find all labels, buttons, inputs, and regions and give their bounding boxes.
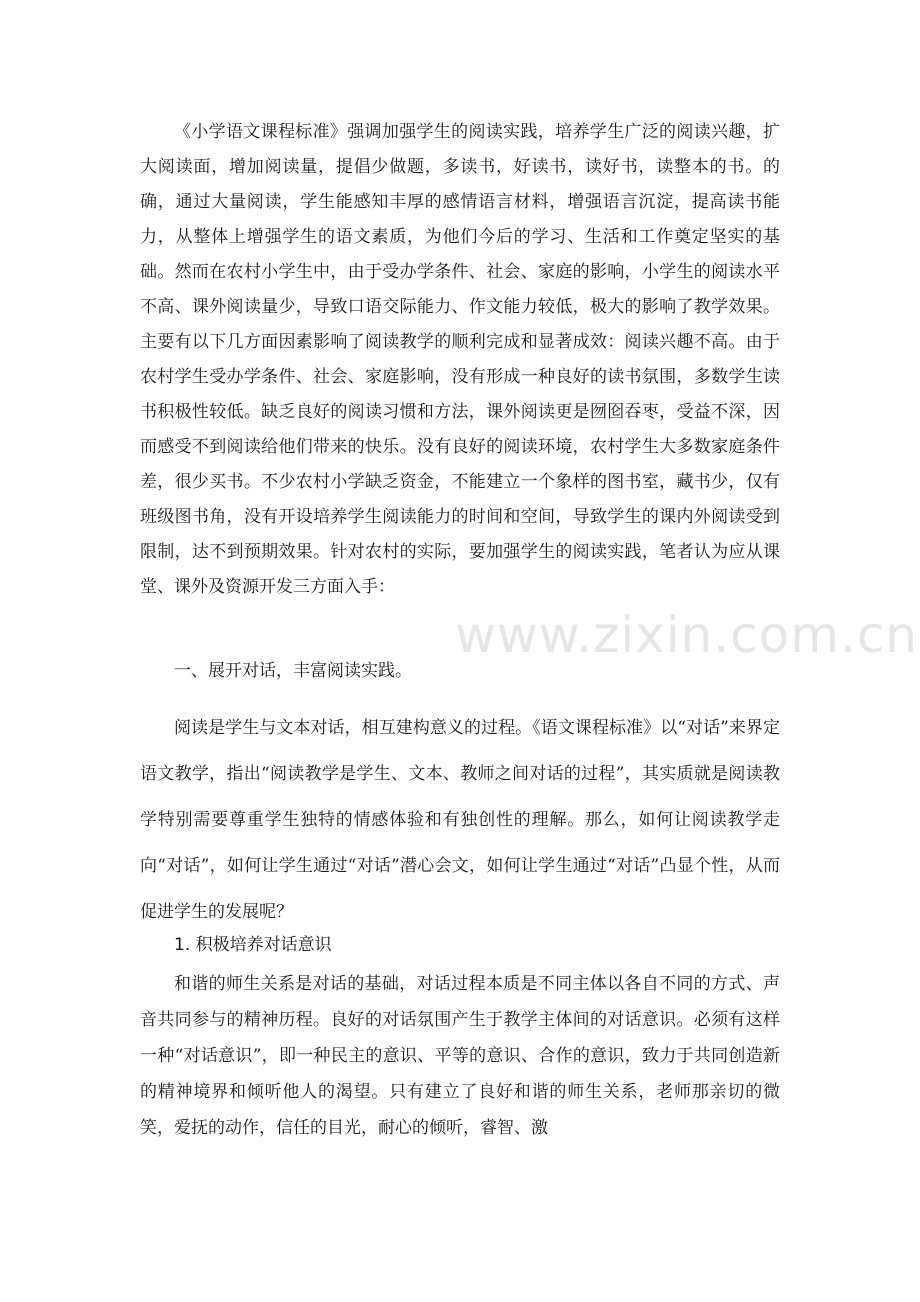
paragraph-intro: 《小学语文课程标准》强调加强学生的阅读实践，培养学生广泛的阅读兴趣，扩大阅读面，增加阅读量，提倡少做题，多读书，好读书，读好书，读整本的书。的确，通过大量阅读，学生能感知丰厚的感情语言材料，增强语言沉淀，提高读书能力，从整体上增强学生的语文素质，为他们今后的学习、生活和工作奠定坚实的基础。然而在农村小学生中，由于受办学条件、社会、家庭的影响，小学生的阅读水平不高、课外阅读量少，导致口语交际能力、作文能力较低，极大的影响了教学效果。主要有以下几方面因素影响了阅读教学的顺利完成和显著成效：阅读兴趣不高。由于农村学生受办学条件、社会、家庭影响，没有形成一种良好的读书氛围，多数学生读书积极性较低。缺乏良好的阅读习惯和方法，课外阅读更是囫囵吞枣，受益不深，因而感受不到阅读给他们带来的快乐。没有良好的阅读环境，农村学生大多数家庭条件差，很少买书。不少农村小学缺乏资金，不能建立一个象样的图书室，藏书少，仅有班级图书角，没有开设培养学生阅读能力的时间和空间，导致学生的课内外阅读受到限制，达不到预期效果。针对农村的实际，要加强学生的阅读实践，笔者认为应从课堂、课外及资源开发三方面入手： xyxy=(140,122,780,597)
paragraph-harmony: 和谐的师生关系是对话的基础，对话过程本质是不同主体以各自不同的方式、声音共同参与的精神历程。良好的对话氛围产生于教学主体间的对话意识。必须有这样一种“对话意识”，即一种民主的意识、平等的意识、合作的意识，致力于共同创造新的精神境界和倾听他人的渴望。只有建立了良好和谐的师生关系，老师那亲切的微笑，爱抚的动作，信任的目光，耐心的倾听，睿智、激 xyxy=(140,974,780,1138)
heading-text: 积极培养对话意识 xyxy=(195,935,332,955)
watermark: www.zixin.com.cn xyxy=(455,606,919,664)
heading-number: 1. xyxy=(174,935,191,955)
section-heading-1: 一、展开对话，丰富阅读实践。 xyxy=(174,661,412,681)
paragraph-dialogue: 阅读是学生与文本对话，相互建构意义的过程。《语文课程标准》以“对话”来界定语文教学，指出“阅读教学是学生、文本、教师之间对话的过程”，其实质就是阅读教学特别需要尊重学生独特的情感体验和有独创性的理解。那么，如何让阅读教学走向“对话”，如何让学生通过“对话”潜心会文，如何让学生通过“对话”凸显个性，从而促进学生的发展呢？ xyxy=(140,718,780,922)
section-heading-2 xyxy=(140,928,780,963)
